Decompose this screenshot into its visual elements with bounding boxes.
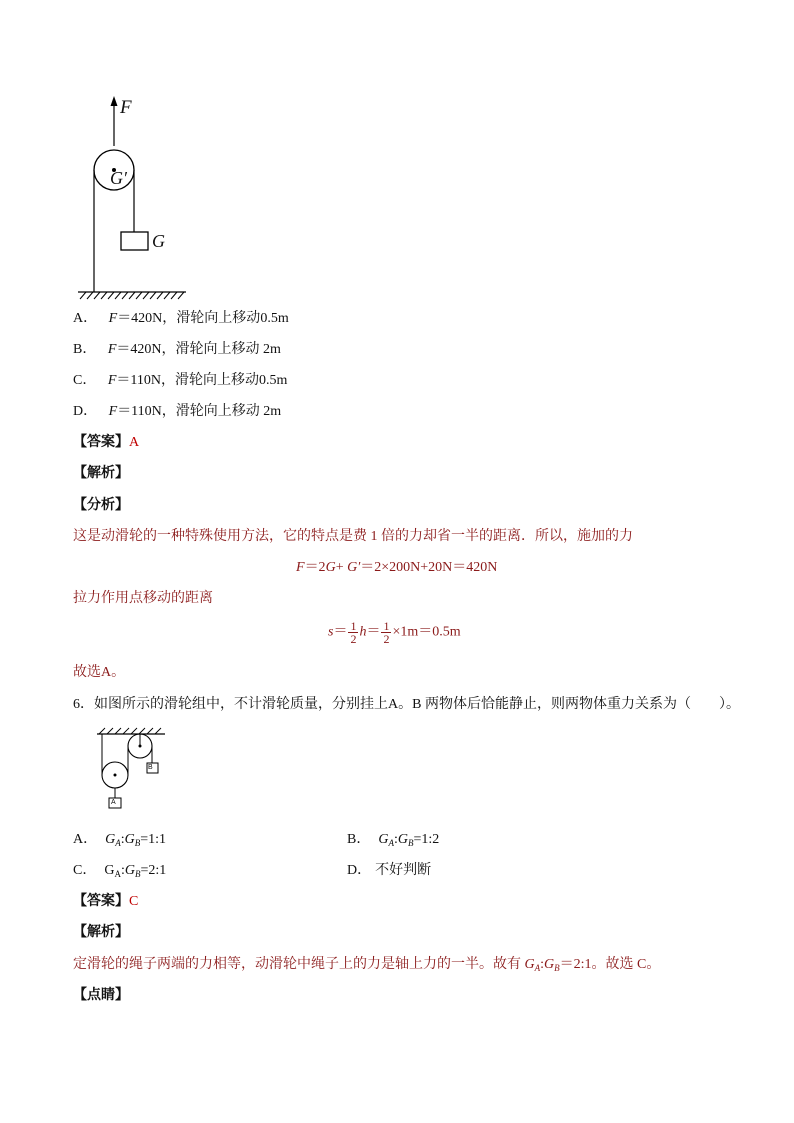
fraction-half-2: $\frac{1}{2}$	[383, 619, 390, 646]
q5-conclusion: 故选A。	[73, 665, 126, 680]
q6-option-b: B． $G_A:G_B=1:2$	[347, 832, 440, 848]
q5-analysis-tag: 【解析】	[73, 466, 129, 481]
q6-dianjing-tag: 【点睛】	[73, 988, 129, 1003]
block-weight-label: G	[152, 231, 165, 251]
pulley-weight-label: G′	[110, 168, 127, 188]
q6-option-c: C． $G_A:G_B=2:1$	[73, 863, 167, 879]
q5-explanation-2: 拉力作用点移动的距离	[73, 591, 213, 606]
q6-option-d: D． 不好判断	[347, 863, 432, 878]
q6-option-a: A． $G_A:G_B=1:1$	[73, 832, 167, 848]
q5-formula-distance: s＝ $\frac{1}{2}$ h＝ $\frac{1}{2}$ ×1m＝0.5m	[328, 619, 461, 646]
pulley-figure-2	[95, 726, 175, 816]
force-label: F	[120, 97, 132, 118]
fraction-half: $\frac{1}{2}$	[350, 619, 357, 646]
q5-option-b: B． F＝420N，滑轮向上移动 2m	[73, 342, 281, 357]
q5-option-c: C． F＝110N，滑轮向上移动0.5m	[73, 373, 288, 388]
q5-option-d: D． F＝110N，滑轮向上移动 2m	[73, 404, 282, 419]
q5-option-a: A． F＝420N，滑轮向上移动0.5m	[73, 311, 289, 326]
q6-question: 6．如图所示的滑轮组中，不计滑轮质量，分别挂上A。B 两物体后恰能静止，则两物体重力关系为（ ）。	[73, 697, 740, 712]
pulley-figure-1	[70, 92, 200, 302]
box-b-label: B	[148, 764, 153, 771]
q5-formula-force: F＝2G+ G′＝2×200N+20N＝420N	[296, 560, 498, 575]
q6-analysis-tag: 【解析】	[73, 925, 129, 940]
q5-explanation-1: 这是动滑轮的一种特殊使用方法，它的特点是费 1 倍的力却省一半的距离．所以，施加的力	[73, 529, 633, 544]
q6-answer: 【答案】C	[73, 894, 139, 909]
q5-answer: 【答案】A	[73, 435, 140, 450]
q6-explanation: 定滑轮的绳子两端的力相等，动滑轮中绳子上的力是轴上力的一半。故有 $G_A:G_B=2:1$。故选 C。	[73, 957, 661, 973]
box-a-label: A	[111, 799, 116, 806]
q5-fenxi-tag: 【分析】	[73, 498, 129, 513]
